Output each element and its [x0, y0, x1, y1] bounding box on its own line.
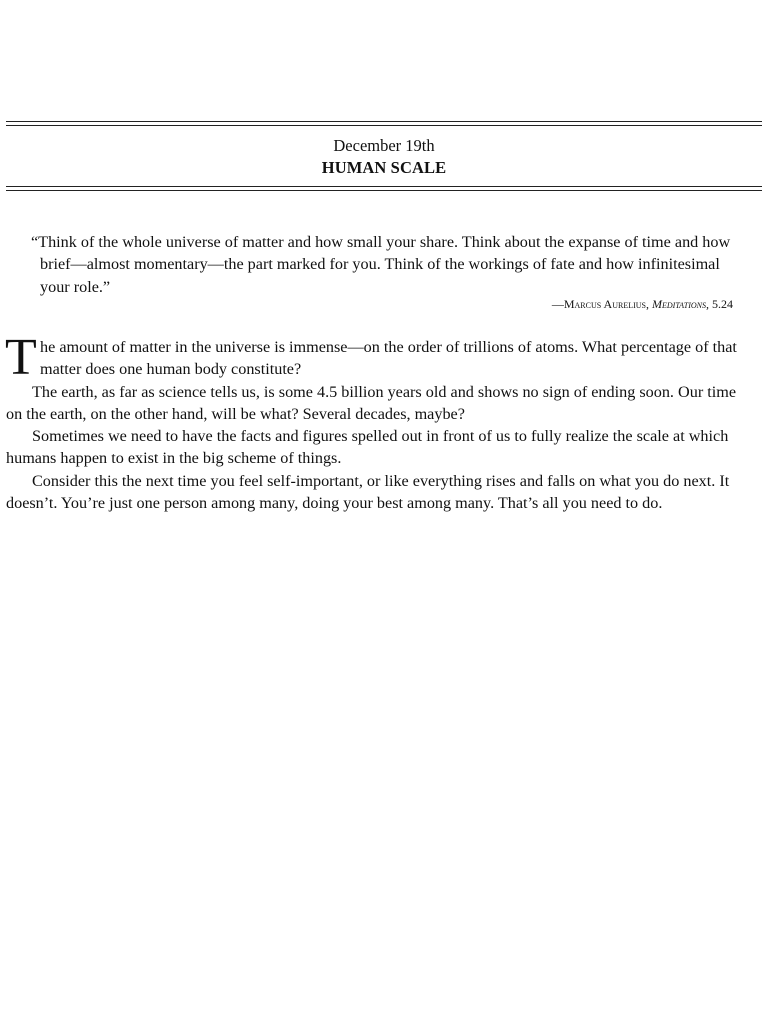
body-paragraph-1 [5, 329, 751, 386]
header-bottom-rule [6, 186, 762, 191]
epigraph-attribution [552, 295, 733, 313]
body-paragraph-2: The earth, as far as science tells us, is some 4.5 billion years old and shows no sign of ending soon. Our time on the earth, on the other hand, will be what? Several decades, maybe? [6, 382, 737, 423]
attribution-author: —Marcus Aurelius, [551, 297, 649, 311]
epigraph-quote: “Think of the whole universe of matter and how small your share. Think about the expanse of time and how brief—almost momentary—the part marked for you. Think of the workings of fate and how infinitesimal your role.” [31, 233, 731, 296]
entry-date: December 19th [333, 136, 435, 155]
header-top-rule [6, 121, 762, 126]
drop-cap: T [5, 329, 37, 386]
entry-title: HUMAN SCALE [321, 158, 447, 177]
body-paragraph-3: Sometimes we need to have the facts and figures spelled out in front of us to fully realize the scale at which humans happen to exist in the big scheme of things. [6, 427, 729, 468]
body-paragraph-4: Consider this the next time you feel self-important, or like everything rises and falls on what you do next. It doesn’t. You’re just one person among many, doing your best among many. That’s all you need to do. [6, 471, 730, 513]
entry-header [0, 135, 768, 179]
body-paragraph-1-text: he amount of matter in the universe is immense—on the order of trillions of atoms. What percentage of that matter does one human body constitute? [40, 338, 737, 379]
body-text [5, 329, 751, 514]
attribution-reference: 5.24 [712, 297, 733, 311]
attribution-work: Meditations, [652, 297, 709, 311]
